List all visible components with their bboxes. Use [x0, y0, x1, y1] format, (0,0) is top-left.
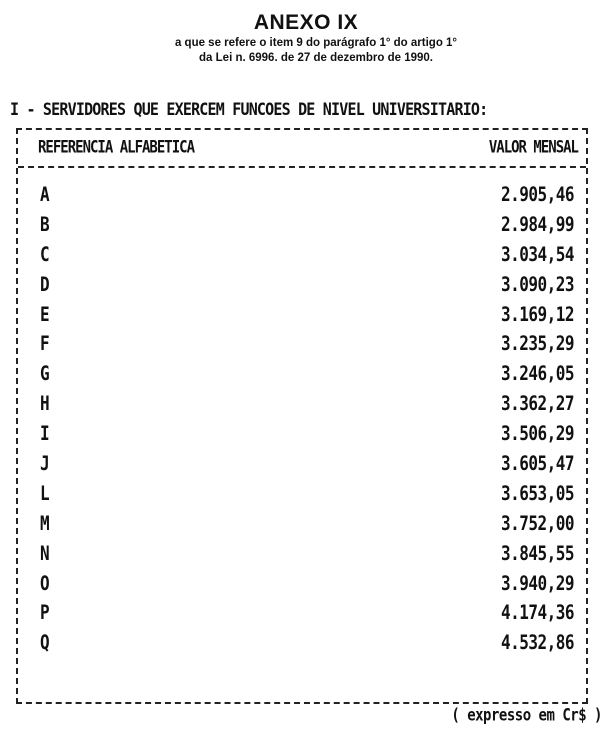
table-row — [18, 362, 586, 392]
document-header — [0, 10, 612, 66]
column-header-monthly-value: VALOR MENSAL — [488, 138, 578, 158]
monthly-value: 3.362,27 — [500, 392, 574, 416]
column-header-reference: REFERENCIA ALFABETICA — [38, 138, 195, 158]
reference-letter: F — [40, 332, 50, 356]
reference-letter: J — [40, 452, 50, 475]
reference-letter: Q — [40, 631, 50, 655]
table-row — [18, 572, 586, 602]
header-divider — [18, 166, 586, 168]
reference-letter: E — [40, 302, 50, 326]
table-body — [18, 183, 586, 661]
reference-letter: M — [40, 511, 50, 535]
monthly-value: 4.174,36 — [500, 601, 574, 625]
reference-letter: A — [40, 183, 50, 206]
table-row — [18, 213, 586, 243]
salary-table — [16, 128, 588, 704]
monthly-value: 3.605,47 — [500, 452, 574, 475]
reference-letter: L — [40, 481, 50, 505]
monthly-value: 3.090,23 — [500, 272, 574, 296]
reference-letter: B — [40, 212, 50, 236]
monthly-value: 3.506,29 — [500, 422, 574, 445]
section-heading: I - SERVIDORES QUE EXERCEM FUNCOES DE NIVEL UNIVERSITARIO: — [10, 99, 488, 120]
currency-footnote: ( expresso em Cr$ ) — [451, 706, 602, 726]
reference-letter: D — [40, 272, 50, 296]
monthly-value: 2.905,46 — [500, 183, 574, 206]
reference-letter: H — [40, 392, 50, 416]
table-row — [18, 303, 586, 333]
table-row — [18, 601, 586, 631]
reference-letter: P — [40, 601, 50, 625]
monthly-value: 3.940,29 — [500, 571, 574, 595]
monthly-value: 3.034,54 — [500, 242, 574, 266]
annex-title: ANEXO IX — [253, 11, 359, 34]
monthly-value: 3.845,55 — [500, 541, 574, 565]
reference-letter: G — [40, 362, 50, 386]
table-row — [18, 183, 586, 213]
table-row — [18, 332, 586, 362]
monthly-value: 3.653,05 — [500, 481, 574, 505]
table-row — [18, 631, 586, 661]
monthly-value: 4.532,86 — [500, 631, 574, 655]
monthly-value: 3.169,12 — [500, 302, 574, 326]
table-row — [18, 542, 586, 572]
table-row — [18, 392, 586, 422]
reference-letter: O — [40, 571, 50, 595]
table-row — [18, 452, 586, 482]
annex-subtitle-line-1: a que se refere o item 9 do parágrafo 1° do artigo 1° — [174, 37, 458, 49]
monthly-value: 3.752,00 — [500, 511, 574, 535]
table-row — [18, 422, 586, 452]
reference-letter: C — [40, 242, 50, 266]
table-row — [18, 273, 586, 303]
reference-letter: N — [40, 541, 50, 565]
monthly-value: 2.984,99 — [500, 212, 574, 236]
monthly-value: 3.235,29 — [500, 332, 574, 356]
annex-subtitle-line-2: da Lei n. 6996. de 27 de dezembro de 1990. — [199, 52, 433, 64]
table-row — [18, 243, 586, 273]
table-row — [18, 482, 586, 512]
reference-letter: I — [40, 422, 50, 445]
table-row — [18, 512, 586, 542]
monthly-value: 3.246,05 — [500, 362, 574, 386]
